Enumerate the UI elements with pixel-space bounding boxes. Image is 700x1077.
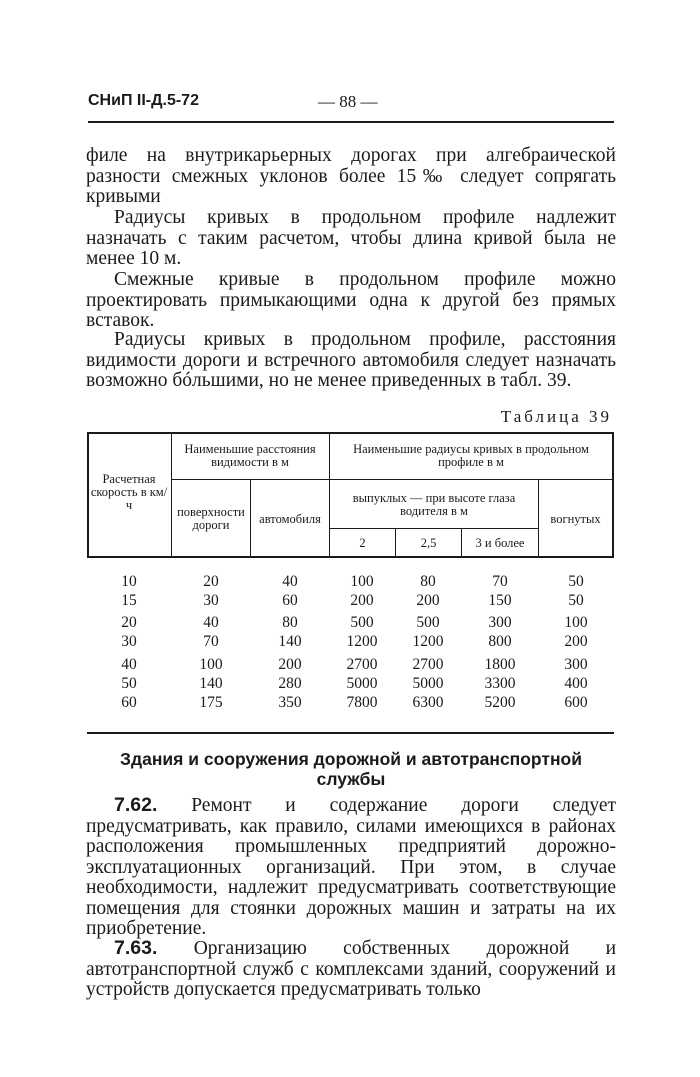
header-visibility-group: Наименьшие расстояния видимости в м bbox=[184, 442, 316, 469]
header-height-3: 3 и более bbox=[475, 535, 525, 550]
cell-r3: 800 bbox=[488, 633, 512, 650]
cell-r2: 100 bbox=[350, 573, 374, 590]
table-right-rule bbox=[612, 432, 614, 558]
cell-concave: 200 bbox=[564, 633, 588, 650]
table-row bbox=[87, 591, 614, 610]
cell-concave: 400 bbox=[564, 675, 588, 692]
cell-r3: 70 bbox=[492, 573, 508, 590]
col-divider bbox=[395, 528, 396, 558]
page-header bbox=[88, 92, 614, 116]
cell-car: 200 bbox=[278, 656, 302, 673]
cell-car: 60 bbox=[282, 592, 298, 609]
cell-concave: 300 bbox=[564, 656, 588, 673]
table-caption: Таблица 39 bbox=[500, 407, 612, 426]
header-concave: вогнутых bbox=[550, 511, 601, 526]
paragraph-table-reference: Радиусы кривых в продольном профиле, расстояния видимости дороги и встречного автомобиля следует назначать возможно бóльшими, но не менее приведенных в табл. 39. bbox=[86, 329, 616, 391]
table-row bbox=[87, 655, 614, 674]
cell-car: 140 bbox=[278, 633, 302, 650]
cell-concave: 600 bbox=[564, 694, 588, 711]
cell-r25: 6300 bbox=[412, 694, 444, 711]
cell-r25: 5000 bbox=[412, 675, 444, 692]
cell-r2: 200 bbox=[350, 592, 374, 609]
page-number: — 88 — bbox=[318, 92, 378, 111]
section-title: Здания и сооружения дорожной и автотранспортной службы bbox=[120, 749, 582, 789]
cell-surface: 140 bbox=[199, 675, 223, 692]
cell-surface: 40 bbox=[203, 614, 219, 631]
table-bottom-rule bbox=[87, 732, 614, 734]
header-surface: поверхности дороги bbox=[177, 505, 245, 532]
table-header-bottom-rule bbox=[87, 556, 614, 558]
cell-r2: 500 bbox=[350, 614, 374, 631]
col-divider bbox=[538, 479, 539, 558]
cell-r25: 2700 bbox=[412, 656, 444, 673]
table-row bbox=[87, 613, 614, 632]
header-height-2: 2 bbox=[359, 535, 366, 550]
cell-speed: 40 bbox=[121, 656, 137, 673]
cell-r3: 5200 bbox=[484, 694, 516, 711]
document-code: СНиП II-Д.5-72 bbox=[88, 92, 199, 109]
row-divider bbox=[171, 479, 613, 480]
cell-r2: 1200 bbox=[346, 633, 378, 650]
cell-r25: 500 bbox=[416, 614, 440, 631]
cell-r25: 200 bbox=[416, 592, 440, 609]
cell-r2: 2700 bbox=[346, 656, 378, 673]
col-divider bbox=[171, 432, 172, 558]
col-divider bbox=[329, 432, 330, 558]
header-car: автомобиля bbox=[259, 511, 321, 526]
cell-speed: 50 bbox=[121, 675, 137, 692]
cell-speed: 10 bbox=[121, 573, 137, 590]
cell-concave: 50 bbox=[568, 573, 584, 590]
header-convex: выпуклых — при высоте глаза водителя в м bbox=[352, 490, 516, 518]
cell-surface: 175 bbox=[199, 694, 223, 711]
header-height-2-5: 2,5 bbox=[420, 535, 437, 550]
cell-r3: 150 bbox=[488, 592, 512, 609]
cell-speed: 60 bbox=[121, 694, 137, 711]
cell-r25: 1200 bbox=[412, 633, 444, 650]
cell-surface: 20 bbox=[203, 573, 219, 590]
cell-r3: 1800 bbox=[484, 656, 516, 673]
cell-r2: 7800 bbox=[346, 694, 378, 711]
cell-speed: 30 bbox=[121, 633, 137, 650]
clause-number: 7.63. bbox=[114, 937, 158, 959]
header-radius-group: Наименьшие радиусы кривых в продольном профиле в м bbox=[353, 442, 589, 469]
row-divider bbox=[329, 528, 538, 529]
table-header bbox=[87, 432, 614, 558]
cell-speed: 20 bbox=[121, 614, 137, 631]
cell-car: 280 bbox=[278, 675, 302, 692]
cell-r3: 300 bbox=[488, 614, 512, 631]
clause-text: Организацию собственных дорожной и автотранспортной служб с комплексами зданий, сооружений и устройств допускается предусматривать только bbox=[86, 938, 617, 1000]
cell-r25: 80 bbox=[420, 573, 436, 590]
table-row bbox=[87, 693, 614, 712]
col-divider bbox=[250, 479, 251, 558]
cell-r3: 3300 bbox=[484, 675, 516, 692]
paragraph-7-63 bbox=[86, 938, 616, 1001]
cell-car: 80 bbox=[282, 614, 298, 631]
table-row bbox=[87, 632, 614, 651]
cell-speed: 15 bbox=[121, 592, 137, 609]
cell-surface: 70 bbox=[203, 633, 219, 650]
paragraph-curve-radius: Радиусы кривых в продольном профиле надлежит назначать с таким расчетом, чтобы длина кривой была не менее 10 м. bbox=[86, 207, 616, 269]
cell-car: 350 bbox=[278, 694, 302, 711]
clause-text: Ремонт и содержание дороги следует предусматривать, как правило, силами имеющихся в районах расположения промышленных предприятий дорожно-эксплуатационных организаций. При этом, в случае необходимости, надлежит предусматривать соответствующие помещения для стоянки дорожных машин и затраты на их приобретение. bbox=[86, 795, 617, 939]
cell-car: 40 bbox=[282, 573, 298, 590]
clause-number: 7.62. bbox=[114, 794, 158, 816]
header-speed: Расчетная скорость в км/ч bbox=[90, 471, 168, 512]
header-rule bbox=[88, 121, 614, 123]
paragraph-adjacent-curves: Смежные кривые в продольном профиле можно проектировать примыкающими одна к другой без прямых вставок. bbox=[86, 269, 616, 331]
paragraph-continuation: филе на внутрикарьерных дорогах при алгебраической разности смежных уклонов более 15‰ следует сопрягать кривыми bbox=[86, 145, 616, 207]
table-row bbox=[87, 674, 614, 693]
cell-surface: 30 bbox=[203, 592, 219, 609]
col-divider bbox=[461, 528, 462, 558]
cell-concave: 50 bbox=[568, 592, 584, 609]
cell-surface: 100 bbox=[199, 656, 223, 673]
paragraph-7-62 bbox=[86, 795, 616, 940]
cell-concave: 100 bbox=[564, 614, 588, 631]
table-row bbox=[87, 572, 614, 591]
cell-r2: 5000 bbox=[346, 675, 378, 692]
